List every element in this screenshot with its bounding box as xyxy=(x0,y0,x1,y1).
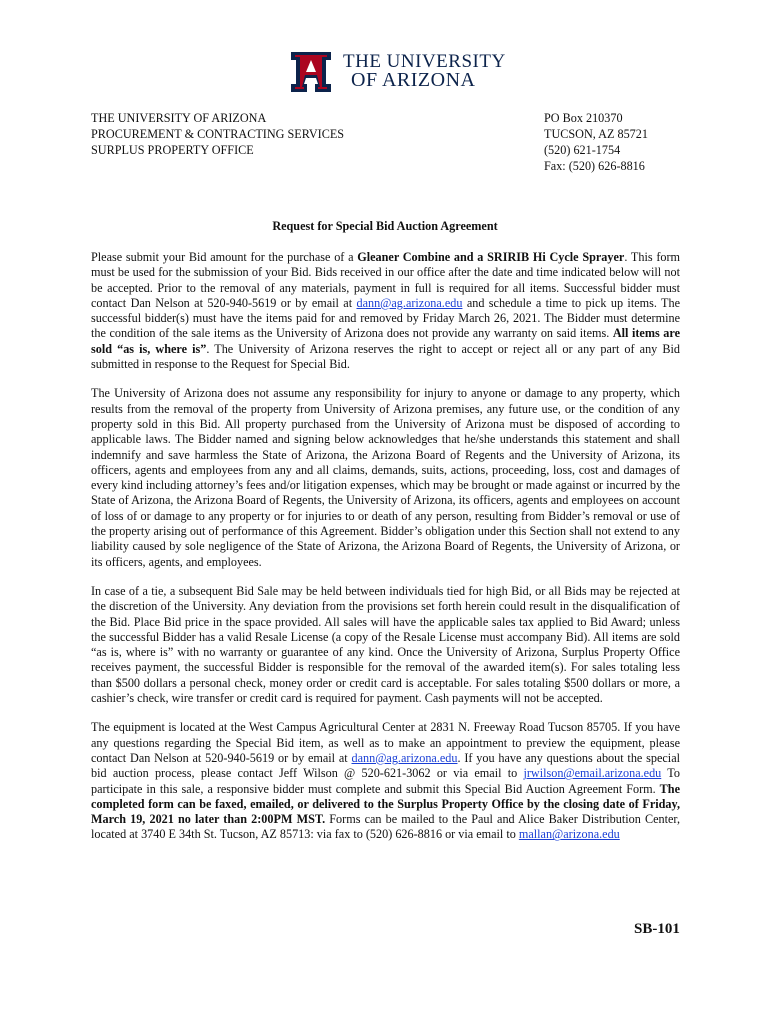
paragraph-bid-submission xyxy=(91,250,680,372)
city-state-zip: TUCSON, AZ 85721 xyxy=(544,127,648,141)
form-number: SB-101 xyxy=(634,921,680,937)
office-line: THE UNIVERSITY OF ARIZONA xyxy=(91,111,267,125)
logo-line-1: THE UNIVERSITY xyxy=(343,51,506,72)
university-logo xyxy=(285,44,506,100)
phone-number: (520) 621-1754 xyxy=(544,143,621,157)
text-run: Forms can be mailed to the Paul and Alice Baker Distribution Center, located at 3740 E 34th St. Tucson, AZ 85713: via fax to (520) 626-8816 or via email to xyxy=(91,812,680,842)
document-title: Request for Special Bid Auction Agreement xyxy=(272,219,498,233)
contact-address-block xyxy=(544,110,648,174)
as-is-notice: All items are sold “as is, where is” xyxy=(91,326,680,356)
po-box: PO Box 210370 xyxy=(544,111,623,125)
text-run: . If you have any questions about the special bid auction process, please contact Jeff Wilson @ 520-621-3062 or via email to xyxy=(91,750,680,781)
email-link-jeff-wilson[interactable]: jrwilson@email.arizona.edu xyxy=(523,766,662,781)
office-address-block xyxy=(91,110,344,158)
text-run: . The University of Arizona reserves the right to accept or reject all or any part of any Bid submitted in response to the Request for Special Bid. xyxy=(91,341,680,372)
agreement-body xyxy=(91,250,680,857)
email-link-dan-nelson[interactable]: dann@ag.arizona.edu xyxy=(351,750,458,765)
office-line: PROCUREMENT & CONTRACTING SERVICES xyxy=(91,127,345,141)
text-run: and schedule a time to pick up items. The successful bidder(s) must have the items paid for and removed by Friday March 26, 2021. The Bidder must determine the condition of the sale items as the University of Arizona does not provide any warranty on said items. xyxy=(91,295,680,341)
email-link-dan-nelson[interactable]: dann@ag.arizona.edu xyxy=(356,295,463,310)
logo-wordmark xyxy=(343,52,506,90)
paragraph-tie-and-payment: In case of a tie, a subsequent Bid Sale may be held between individuals tied for high Bid, or all Bids may be rejected at the discretion of the University. Any deviation from the provisions set forth herein could result in the disqualification of the Bid. Place Bid price in the space provided. All sales will have the applicable sales tax applied to Bid Award; unless the successful Bidder has a valid Resale License (a copy of the Resale License must accompany Bid). All items are sold “as is, where is” with no warranty or guarantee of any kind. Once the University of Arizona, Surplus Property Office receives payment, the successful Bidder is responsible for the removal of the awarded item(s). For sales totaling less than $500 dollars a personal check, money order or credit card is acceptable. For sales totaling $500 dollars or more, a cashier’s check, wire transfer or credit card is required for payment. Cash payments will not be accepted. xyxy=(91,583,680,706)
paragraph-liability: The University of Arizona does not assume any responsibility for injury to anyone or damage to any property, which results from the removal of the property from University of Arizona premises, any future use, or the condition of any property sold in this Bid. All property purchased from the University of Arizona must be disposed of according to applicable laws. The Bidder named and signing below acknowledges that he/she understands this statement and shall indemnify and save harmless the State of Arizona, the Arizona Board of Regents and the University of Arizona, its officers, agents and employees from any and all claims, demands, suits, actions, proceeding, loss, cost and damages of every kind including attorney’s fees and/or litigation expenses, which may be brought or made against or incurred by the State of Arizona, the Arizona Board of Regents, the University of Arizona, its officers, agents and employees on account of loss of or damage to any property or for injuries to or death of any person, resulting from Bidder’s removal or use of the property arising out of performance of this Agreement. Bidder’s obligation under this Section shall not extend to any liability caused by sole negligence of the State of Arizona, the Arizona Board of Regents, the University of Arizona, or its officers, agents, and employees. xyxy=(91,386,680,569)
block-a-logo-icon xyxy=(285,46,337,96)
email-link-mallan[interactable]: mallan@arizona.edu xyxy=(518,827,620,842)
paragraph-location-and-contact xyxy=(91,720,680,842)
fax-number: Fax: (520) 626-8816 xyxy=(544,159,645,173)
logo-line-2: OF ARIZONA xyxy=(351,69,476,91)
text-run: To participate in this sale, a responsive bidder must complete and submit this Special Bid Auction Agreement Form. xyxy=(91,766,680,796)
text-run: . This form must be used for the submission of your Bid. Bids received in our office after the date and time indicated below will not be accepted. Prior to the removal of any materials, payment in full is required for all items. Successful bidder must contact Dan Nelson at 520-940-5619 or by email at xyxy=(91,250,681,310)
office-line: SURPLUS PROPERTY OFFICE xyxy=(91,143,254,157)
deadline-notice: The completed form can be faxed, emailed, or delivered to the Surplus Property Office by the closing date of Friday, March 19, 2021 no later than 2:00PM MST. xyxy=(91,781,680,827)
text-run: The equipment is located at the West Campus Agricultural Center at 2831 N. Freeway Road Tucson 85705. If you have any questions regarding the Special Bid item, as well as to make an appointment to preview the equipment, please contact Dan Nelson at 520-940-5619 or by email at xyxy=(91,720,680,765)
text-run: Please submit your Bid amount for the purchase of a xyxy=(91,250,358,264)
item-name: Gleaner Combine and a SRIRIB Hi Cycle Sprayer xyxy=(357,250,625,264)
